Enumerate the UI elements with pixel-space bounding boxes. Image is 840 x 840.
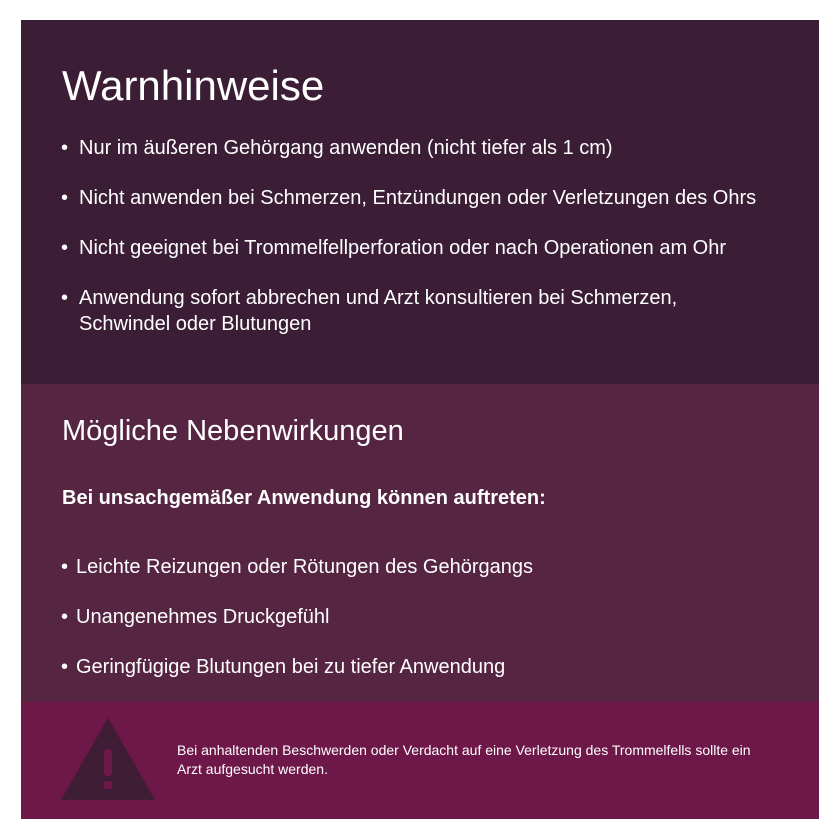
bullet-icon: •	[61, 137, 69, 159]
list-item	[61, 554, 533, 580]
list-item	[61, 604, 330, 630]
bullet-icon: •	[61, 606, 69, 628]
info-card	[21, 20, 819, 819]
bullet-icon: •	[61, 556, 69, 578]
warnings-title: Warnhinweise	[62, 62, 325, 109]
list-item	[61, 185, 756, 211]
warning-text: Nur im äußeren Gehörgang anwenden (nicht tiefer als 1 cm)	[79, 137, 613, 159]
side-effects-title: Mögliche Nebenwirkungen	[62, 415, 404, 447]
warning-triangle-icon	[59, 716, 157, 802]
warnings-section	[21, 20, 819, 384]
side-effects-lead: Bei unsachgemäßer Anwendung können auftreten:	[62, 487, 546, 509]
warning-text: Nicht anwenden bei Schmerzen, Entzündungen oder Verletzungen des Ohrs	[79, 187, 757, 209]
bullet-icon: •	[61, 187, 69, 209]
side-effect-text: Leichte Reizungen oder Rötungen des Gehörgangs	[76, 556, 533, 578]
side-effects-section	[21, 384, 819, 702]
bullet-icon: •	[61, 656, 69, 678]
side-effect-text: Geringfügige Blutungen bei zu tiefer Anwendung	[76, 656, 506, 678]
warning-text: Nicht geeignet bei Trommelfellperforation oder nach Operationen am Ohr	[79, 237, 727, 259]
bullet-icon: •	[61, 287, 69, 309]
list-item	[61, 285, 719, 337]
bullet-icon: •	[61, 237, 69, 259]
list-item	[61, 654, 505, 680]
list-item	[61, 235, 726, 261]
list-item	[61, 135, 613, 161]
notice-section	[21, 702, 819, 819]
side-effect-text: Unangenehmes Druckgefühl	[76, 606, 330, 628]
warning-text: Anwendung sofort abbrechen und Arzt konsultieren bei Schmerzen, Schwindel oder Blutungen	[79, 287, 678, 335]
notice-text: Bei anhaltenden Beschwerden oder Verdacht auf eine Verletzung des Trommelfells sollte ein Arzt aufgesucht werden.	[177, 742, 751, 777]
